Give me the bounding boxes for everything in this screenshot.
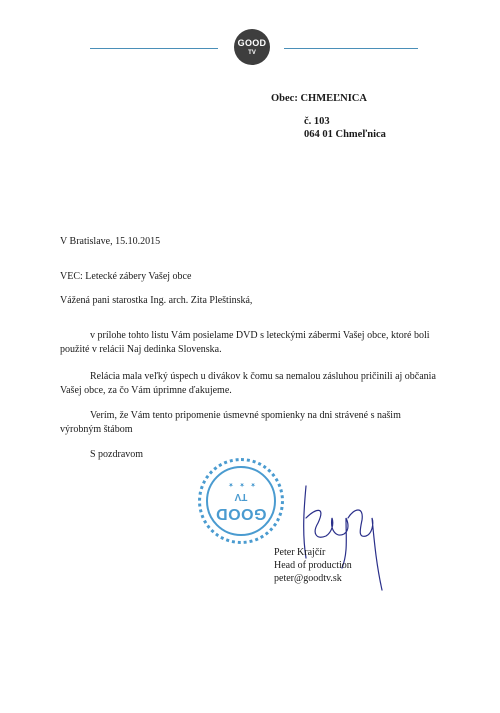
paragraph-3-line-1: Verím, že Vám tento pripomenie úsmevné spomienky na dni strávené s našim [90, 410, 401, 421]
signatory-email: peter@goodtv.sk [274, 573, 342, 584]
stamp-stars: ★ ★ ★ [226, 481, 256, 487]
recipient-number: č. 103 [304, 116, 330, 127]
subject-line: VEC: Letecké zábery Vašej obce [60, 271, 192, 282]
signatory-title: Head of production [274, 560, 352, 571]
paragraph-2-line-1: Relácia mala veľký úspech u divákov k čomu sa nemalou zásluhou pričinili aj občania [90, 371, 436, 382]
stamp-text-tv: TV [234, 491, 248, 502]
goodtv-logo [234, 29, 270, 65]
recipient-name: Obec: CHMEĽNICA [271, 93, 367, 104]
paragraph-1-line-1: v prílohe tohto listu Vám posielame DVD s leteckými zábermi Vašej obce, ktoré boli [90, 330, 430, 341]
signatory-name: Peter Krajčír [274, 547, 326, 558]
stamp-inner-ring [206, 466, 276, 536]
closing: S pozdravom [90, 449, 144, 460]
paragraph-3-line-2: výrobným štábom [60, 424, 133, 435]
stamp-text-good: GOOD [215, 505, 267, 522]
paragraph-1-line-2: použité v relácii Naj dedinka Slovenska. [60, 344, 222, 355]
place-date: V Bratislave, 15.10.2015 [60, 236, 161, 247]
logo-text-tv: TV [248, 49, 256, 56]
header-rule-left [90, 48, 218, 49]
header-rule-right [284, 48, 418, 49]
paragraph-2-line-2: Vašej obce, za čo Vám úprimne ďakujeme. [60, 385, 232, 396]
salutation: Vážená pani starostka Ing. arch. Zita Pleštinská, [60, 295, 253, 306]
company-stamp [198, 458, 284, 544]
recipient-city: 064 01 Chmeľnica [304, 129, 386, 140]
logo-text-good: GOOD [237, 37, 267, 48]
